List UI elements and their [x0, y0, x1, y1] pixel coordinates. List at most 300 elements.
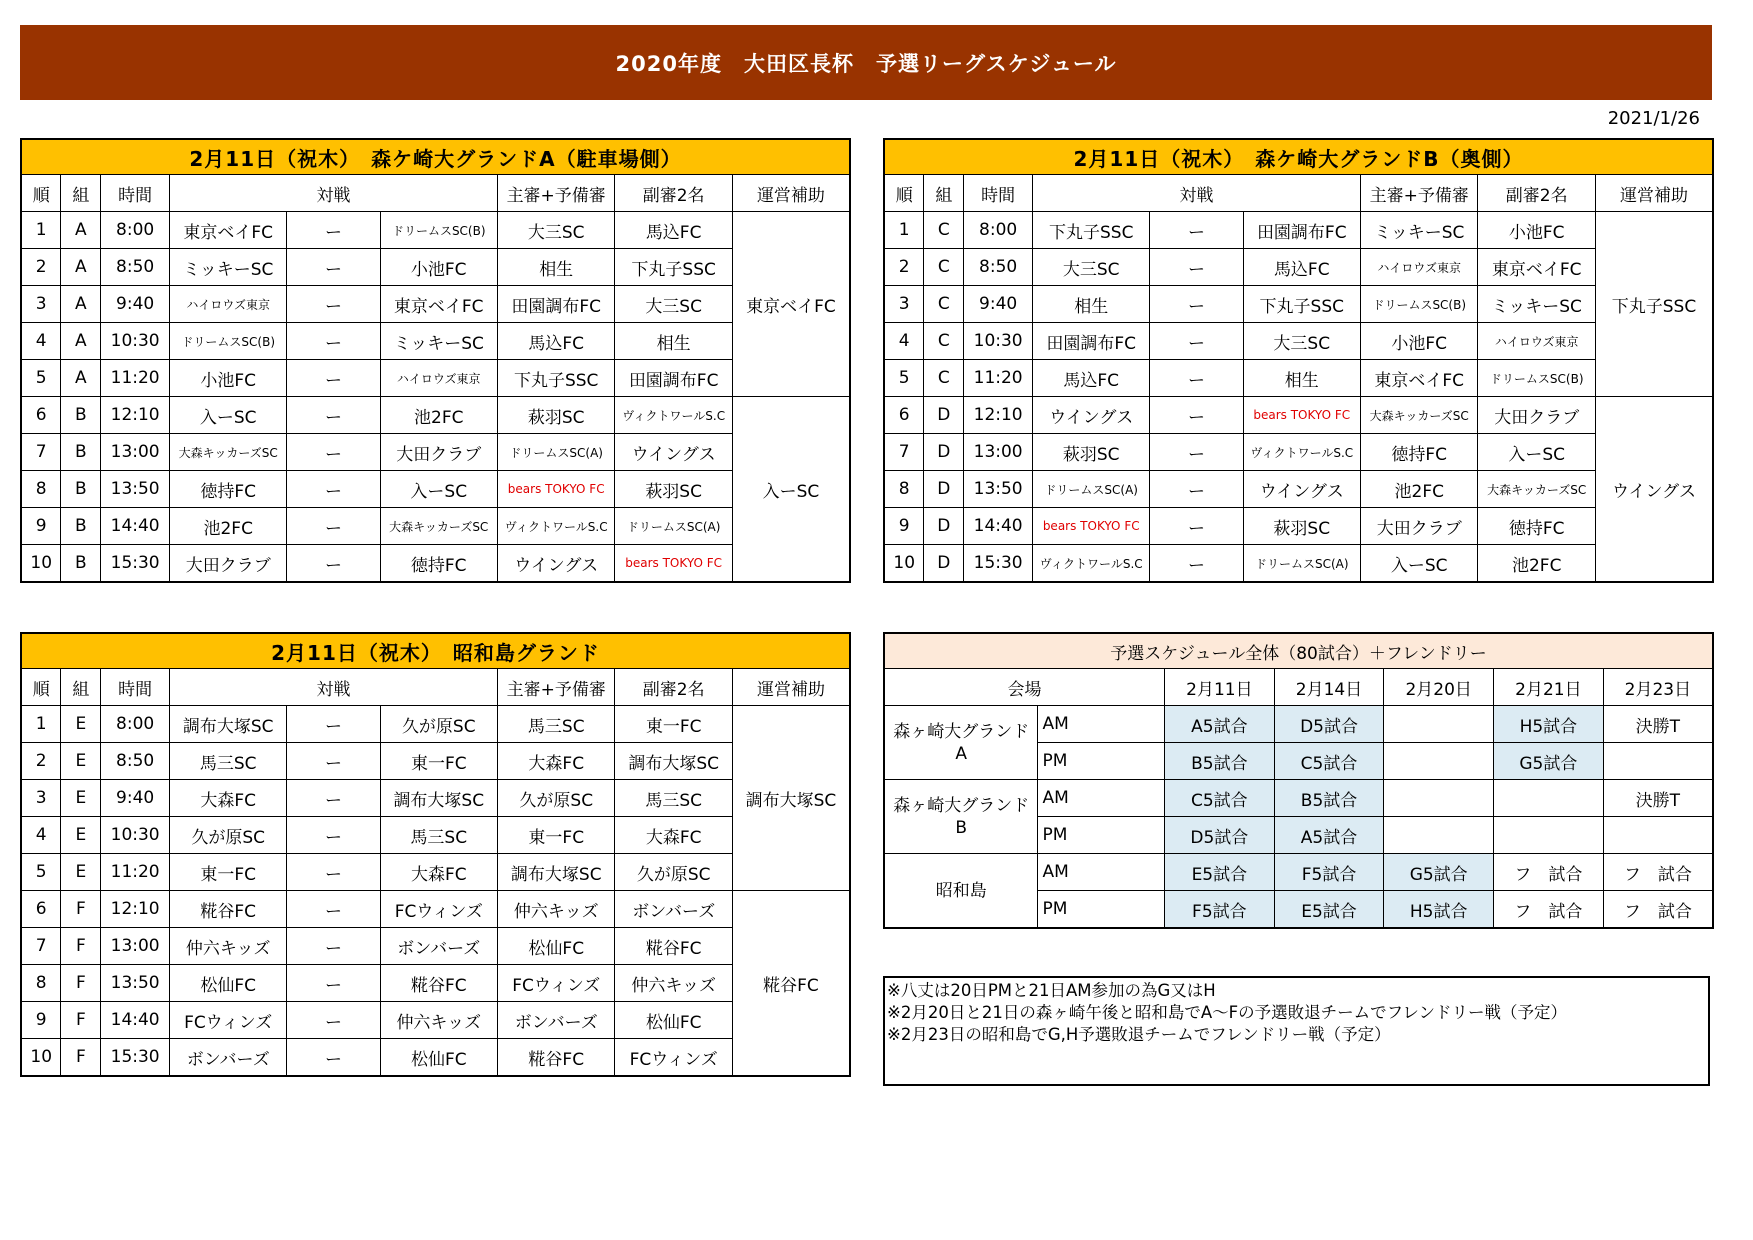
- cell-home-team: 馬込FC: [1032, 360, 1149, 397]
- cell-match-block: D5試合: [1274, 706, 1384, 743]
- cell-time: 8:00: [101, 212, 170, 249]
- cell-vs: ー: [1150, 545, 1243, 583]
- cell-group: C: [924, 286, 964, 323]
- cell-referee: 相生: [497, 249, 614, 286]
- cell-support-team: ウイングス: [1595, 397, 1713, 583]
- cell-time: 11:20: [101, 854, 170, 891]
- cell-home-team: 大森キッカーズSC: [169, 434, 286, 471]
- cell-match-block: フ 試合: [1603, 891, 1713, 929]
- cell-match-block: E5試合: [1165, 854, 1275, 891]
- overview-table: [883, 632, 1714, 929]
- page-title: 2020年度 大田区長杯 予選リーグスケジュール: [615, 51, 1117, 76]
- cell-vs: ー: [287, 706, 380, 743]
- cell-vs: ー: [1150, 323, 1243, 360]
- table-title: 2月11日（祝木） 森ケ崎大グランドB（奥側）: [884, 139, 1713, 175]
- table-row: [884, 323, 1713, 360]
- cell-support-team: 東京ベイFC: [732, 212, 850, 397]
- cell-referee: ハイロウズ東京: [1361, 249, 1478, 286]
- cell-venue: 昭和島: [884, 854, 1038, 929]
- cell-match-block: フ 試合: [1603, 854, 1713, 891]
- table-row: [884, 249, 1713, 286]
- table-row: [21, 323, 850, 360]
- cell-order: 10: [21, 1039, 61, 1077]
- cell-group: B: [61, 471, 101, 508]
- cell-match-block: A5試合: [1165, 706, 1275, 743]
- cell-vs: ー: [1150, 286, 1243, 323]
- cell-support-team: 調布大塚SC: [732, 706, 850, 891]
- cell-away-team: 大森キッカーズSC: [380, 508, 497, 545]
- table-row: [884, 434, 1713, 471]
- cell-assistants: 田園調布FC: [615, 360, 732, 397]
- cell-referee: 田園調布FC: [497, 286, 614, 323]
- cell-assistants: 馬三SC: [615, 780, 732, 817]
- cell-home-team: 東京ベイFC: [169, 212, 286, 249]
- cell-group: A: [61, 360, 101, 397]
- cell-assistants: 馬込FC: [615, 212, 732, 249]
- notes-box: [883, 976, 1710, 1086]
- cell-away-team: 松仙FC: [380, 1039, 497, 1077]
- cell-away-team: ヴィクトワールS.C: [1243, 434, 1360, 471]
- cell-time: 12:10: [101, 397, 170, 434]
- cell-vs: ー: [287, 817, 380, 854]
- cell-home-team: FCウィンズ: [169, 1002, 286, 1039]
- cell-time: 13:00: [964, 434, 1033, 471]
- cell-away-team: 東京ベイFC: [380, 286, 497, 323]
- cell-order: 7: [21, 434, 61, 471]
- cell-away-team: ボンバーズ: [380, 928, 497, 965]
- cell-assistants: ドリームスSC(A): [615, 508, 732, 545]
- cell-match-block: F5試合: [1274, 854, 1384, 891]
- header-match: 対戦: [169, 669, 497, 706]
- cell-assistants: 入ーSC: [1478, 434, 1595, 471]
- cell-away-team: 仲六キッズ: [380, 1002, 497, 1039]
- cell-away-team: 相生: [1243, 360, 1360, 397]
- cell-time: 8:00: [101, 706, 170, 743]
- cell-referee: bears TOKYO FC: [497, 471, 614, 508]
- cell-assistants: 久が原SC: [615, 854, 732, 891]
- cell-away-team: ドリームスSC(B): [380, 212, 497, 249]
- cell-support-team: 糀谷FC: [732, 891, 850, 1077]
- header-assistants: 副審2名: [1478, 175, 1595, 212]
- cell-assistants: ミッキーSC: [1478, 286, 1595, 323]
- cell-vs: ー: [1150, 360, 1243, 397]
- cell-referee: 松仙FC: [498, 928, 615, 965]
- cell-away-team: 下丸子SSC: [1243, 286, 1360, 323]
- cell-order: 2: [884, 249, 924, 286]
- header-date: 2月20日: [1384, 669, 1494, 706]
- table-row: [21, 360, 850, 397]
- cell-group: C: [924, 360, 964, 397]
- cell-assistants: 徳持FC: [1478, 508, 1595, 545]
- cell-away-team: 田園調布FC: [1243, 212, 1360, 249]
- cell-time: 11:20: [101, 360, 170, 397]
- cell-referee: 徳持FC: [1361, 434, 1478, 471]
- cell-venue: 森ヶ崎大グランド B: [884, 780, 1038, 854]
- cell-venue: 森ヶ崎大グランド A: [884, 706, 1038, 780]
- cell-vs: ー: [287, 249, 380, 286]
- cell-away-team: ミッキーSC: [380, 323, 497, 360]
- cell-home-team: 徳持FC: [169, 471, 286, 508]
- cell-time: 8:50: [964, 249, 1033, 286]
- cell-home-team: 久が原SC: [169, 817, 286, 854]
- cell-group: B: [61, 434, 101, 471]
- cell-group: F: [61, 965, 101, 1002]
- header-venue: 会場: [884, 669, 1165, 706]
- table-row: [884, 212, 1713, 249]
- table-row: [21, 545, 850, 583]
- cell-order: 6: [21, 397, 61, 434]
- cell-time: 15:30: [101, 1039, 170, 1077]
- cell-match-block: 決勝T: [1603, 706, 1713, 743]
- cell-match-block: フ 試合: [1494, 891, 1604, 929]
- overview-title: 予選スケジュール全体（80試合）＋フレンドリー: [884, 633, 1713, 669]
- cell-group: A: [61, 323, 101, 360]
- cell-home-team: 調布大塚SC: [169, 706, 286, 743]
- cell-home-team: 東一FC: [169, 854, 286, 891]
- schedule-table-ground-b: [883, 138, 1714, 583]
- header-match: 対戦: [169, 175, 497, 212]
- cell-away-team: ドリームスSC(A): [1243, 545, 1360, 583]
- cell-order: 3: [21, 286, 61, 323]
- cell-group: B: [61, 508, 101, 545]
- page-title-banner: [20, 25, 1712, 100]
- cell-order: 6: [21, 891, 61, 928]
- cell-assistants: 相生: [615, 323, 732, 360]
- cell-slot: PM: [1038, 743, 1165, 780]
- cell-group: A: [61, 212, 101, 249]
- table-row: [21, 1039, 850, 1077]
- cell-time: 13:50: [101, 471, 170, 508]
- header-match: 対戦: [1032, 175, 1360, 212]
- cell-assistants: 仲六キッズ: [615, 965, 732, 1002]
- header-date: 2月23日: [1603, 669, 1713, 706]
- cell-time: 14:40: [101, 1002, 170, 1039]
- cell-match-block: G5試合: [1494, 743, 1604, 780]
- cell-match-block: F5試合: [1165, 891, 1275, 929]
- cell-home-team: ボンバーズ: [169, 1039, 286, 1077]
- cell-order: 8: [21, 471, 61, 508]
- cell-match-block: 決勝T: [1603, 780, 1713, 817]
- cell-order: 3: [884, 286, 924, 323]
- cell-match-block: [1494, 780, 1604, 817]
- cell-group: E: [61, 706, 101, 743]
- cell-referee: 大田クラブ: [1361, 508, 1478, 545]
- cell-time: 13:00: [101, 928, 170, 965]
- cell-slot: PM: [1038, 891, 1165, 929]
- cell-vs: ー: [1150, 249, 1243, 286]
- cell-home-team: ウイングス: [1032, 397, 1149, 434]
- header-order: 順: [21, 175, 61, 212]
- header-group: 組: [61, 669, 101, 706]
- table-row: [21, 249, 850, 286]
- cell-order: 9: [21, 508, 61, 545]
- cell-away-team: 大田クラブ: [380, 434, 497, 471]
- cell-vs: ー: [287, 434, 380, 471]
- cell-referee: 大森キッカーズSC: [1361, 397, 1478, 434]
- cell-order: 9: [21, 1002, 61, 1039]
- table-title: 2月11日（祝木） 昭和島グランド: [21, 633, 850, 669]
- cell-time: 9:40: [101, 286, 170, 323]
- cell-home-team: 相生: [1032, 286, 1149, 323]
- cell-home-team: 入ーSC: [169, 397, 286, 434]
- table-row: [884, 508, 1713, 545]
- cell-time: 12:10: [101, 891, 170, 928]
- cell-group: D: [924, 471, 964, 508]
- cell-home-team: 大三SC: [1032, 249, 1149, 286]
- cell-match-block: フ 試合: [1494, 854, 1604, 891]
- cell-away-team: 徳持FC: [380, 545, 497, 583]
- cell-away-team: 馬込FC: [1243, 249, 1360, 286]
- cell-time: 8:50: [101, 249, 170, 286]
- cell-vs: ー: [287, 471, 380, 508]
- cell-group: D: [924, 397, 964, 434]
- header-order: 順: [884, 175, 924, 212]
- cell-group: B: [61, 397, 101, 434]
- cell-referee: 東一FC: [498, 817, 615, 854]
- cell-referee: 萩羽SC: [497, 397, 614, 434]
- cell-away-team: ウイングス: [1243, 471, 1360, 508]
- cell-home-team: ドリームスSC(A): [1032, 471, 1149, 508]
- cell-match-block: [1384, 817, 1494, 854]
- cell-away-team: 萩羽SC: [1243, 508, 1360, 545]
- cell-assistants: 松仙FC: [615, 1002, 732, 1039]
- cell-time: 15:30: [101, 545, 170, 583]
- cell-group: D: [924, 508, 964, 545]
- cell-referee: 小池FC: [1361, 323, 1478, 360]
- cell-time: 8:00: [964, 212, 1033, 249]
- cell-group: D: [924, 545, 964, 583]
- table-row: [21, 743, 850, 780]
- cell-away-team: 小池FC: [380, 249, 497, 286]
- schedule-table-ground-a: [20, 138, 851, 583]
- cell-group: A: [61, 249, 101, 286]
- cell-assistants: 大田クラブ: [1478, 397, 1595, 434]
- table-row: [21, 965, 850, 1002]
- cell-time: 12:10: [964, 397, 1033, 434]
- cell-time: 10:30: [101, 817, 170, 854]
- cell-order: 1: [21, 706, 61, 743]
- cell-vs: ー: [1150, 212, 1243, 249]
- cell-match-block: [1384, 706, 1494, 743]
- cell-time: 11:20: [964, 360, 1033, 397]
- cell-referee: ウイングス: [497, 545, 614, 583]
- table-row: [21, 854, 850, 891]
- cell-time: 13:00: [101, 434, 170, 471]
- cell-slot: AM: [1038, 854, 1165, 891]
- table-row: [884, 360, 1713, 397]
- cell-away-team: 調布大塚SC: [380, 780, 497, 817]
- cell-match-block: H5試合: [1494, 706, 1604, 743]
- cell-referee: 東京ベイFC: [1361, 360, 1478, 397]
- header-support: 運営補助: [732, 175, 850, 212]
- header-assistants: 副審2名: [615, 175, 732, 212]
- cell-order: 4: [884, 323, 924, 360]
- table-row: [21, 780, 850, 817]
- cell-home-team: 仲六キッズ: [169, 928, 286, 965]
- cell-time: 14:40: [101, 508, 170, 545]
- cell-time: 9:40: [964, 286, 1033, 323]
- cell-vs: ー: [287, 360, 380, 397]
- header-assistants: 副審2名: [615, 669, 732, 706]
- cell-order: 3: [21, 780, 61, 817]
- header-order: 順: [21, 669, 61, 706]
- cell-match-block: B5試合: [1165, 743, 1275, 780]
- cell-home-team: ハイロウズ東京: [169, 286, 286, 323]
- cell-order: 1: [884, 212, 924, 249]
- cell-home-team: 下丸子SSC: [1032, 212, 1149, 249]
- cell-group: E: [61, 817, 101, 854]
- cell-vs: ー: [287, 545, 380, 583]
- cell-vs: ー: [1150, 508, 1243, 545]
- cell-group: E: [61, 854, 101, 891]
- cell-assistants: 大三SC: [615, 286, 732, 323]
- cell-slot: AM: [1038, 706, 1165, 743]
- table-row: [21, 817, 850, 854]
- cell-time: 9:40: [101, 780, 170, 817]
- cell-vs: ー: [287, 965, 380, 1002]
- cell-away-team: bears TOKYO FC: [1243, 397, 1360, 434]
- cell-order: 1: [21, 212, 61, 249]
- header-time: 時間: [101, 669, 170, 706]
- header-referee: 主審+予備審: [1361, 175, 1478, 212]
- header-date: 2月11日: [1165, 669, 1275, 706]
- table-row: [21, 434, 850, 471]
- overview-row: [884, 706, 1713, 743]
- header-support: 運営補助: [732, 669, 850, 706]
- note-line: ※2月23日の昭和島でG,H予選敗退チームでフレンドリー戦（予定）: [887, 1025, 1391, 1044]
- cell-home-team: ドリームスSC(B): [169, 323, 286, 360]
- cell-referee: ボンバーズ: [498, 1002, 615, 1039]
- cell-group: B: [61, 545, 101, 583]
- cell-group: D: [924, 434, 964, 471]
- table-row: [884, 545, 1713, 583]
- table-title: 2月11日（祝木） 森ケ崎大グランドA（駐車場側）: [21, 139, 850, 175]
- cell-away-team: 馬三SC: [380, 817, 497, 854]
- cell-vs: ー: [287, 780, 380, 817]
- cell-time: 10:30: [101, 323, 170, 360]
- cell-assistants: 大森FC: [615, 817, 732, 854]
- cell-group: A: [61, 286, 101, 323]
- cell-assistants: 東一FC: [615, 706, 732, 743]
- cell-assistants: ヴィクトワールS.C: [615, 397, 732, 434]
- cell-group: F: [61, 928, 101, 965]
- cell-group: F: [61, 1039, 101, 1077]
- cell-referee: ヴィクトワールS.C: [497, 508, 614, 545]
- cell-away-team: FCウィンズ: [380, 891, 497, 928]
- cell-time: 15:30: [964, 545, 1033, 583]
- cell-assistants: 池2FC: [1478, 545, 1595, 583]
- header-group: 組: [61, 175, 101, 212]
- cell-order: 2: [21, 249, 61, 286]
- header-time: 時間: [964, 175, 1033, 212]
- cell-away-team: 大森FC: [380, 854, 497, 891]
- cell-order: 7: [21, 928, 61, 965]
- cell-home-team: 糀谷FC: [169, 891, 286, 928]
- cell-referee: 大森FC: [498, 743, 615, 780]
- cell-referee: ミッキーSC: [1361, 212, 1478, 249]
- cell-order: 10: [21, 545, 61, 583]
- cell-group: C: [924, 249, 964, 286]
- cell-time: 13:50: [964, 471, 1033, 508]
- cell-referee: 久が原SC: [498, 780, 615, 817]
- table-row: [21, 212, 850, 249]
- cell-order: 8: [884, 471, 924, 508]
- cell-vs: ー: [1150, 397, 1243, 434]
- cell-match-block: G5試合: [1384, 854, 1494, 891]
- cell-away-team: 糀谷FC: [380, 965, 497, 1002]
- cell-match-block: [1494, 817, 1604, 854]
- header-referee: 主審+予備審: [498, 669, 615, 706]
- cell-time: 8:50: [101, 743, 170, 780]
- cell-order: 4: [21, 817, 61, 854]
- cell-referee: ドリームスSC(B): [1361, 286, 1478, 323]
- header-date: 2月21日: [1494, 669, 1604, 706]
- cell-assistants: 下丸子SSC: [615, 249, 732, 286]
- cell-referee: 池2FC: [1361, 471, 1478, 508]
- cell-vs: ー: [287, 212, 380, 249]
- cell-time: 13:50: [101, 965, 170, 1002]
- cell-vs: ー: [287, 1039, 380, 1077]
- table-row: [884, 397, 1713, 434]
- table-row: [21, 891, 850, 928]
- cell-assistants: bears TOKYO FC: [615, 545, 732, 583]
- header-group: 組: [924, 175, 964, 212]
- cell-vs: ー: [287, 854, 380, 891]
- cell-assistants: ウイングス: [615, 434, 732, 471]
- cell-vs: ー: [287, 928, 380, 965]
- cell-order: 10: [884, 545, 924, 583]
- cell-vs: ー: [1150, 434, 1243, 471]
- cell-match-block: [1384, 743, 1494, 780]
- cell-home-team: 松仙FC: [169, 965, 286, 1002]
- cell-group: E: [61, 780, 101, 817]
- table-row: [21, 1002, 850, 1039]
- cell-home-team: 大森FC: [169, 780, 286, 817]
- cell-home-team: ミッキーSC: [169, 249, 286, 286]
- cell-match-block: [1603, 817, 1713, 854]
- table-row: [21, 928, 850, 965]
- note-line: ※2月20日と21日の森ヶ崎午後と昭和島でA～Fの予選敗退チームでフレンドリー戦（予定）: [887, 1003, 1568, 1022]
- cell-match-block: E5試合: [1274, 891, 1384, 929]
- cell-order: 5: [884, 360, 924, 397]
- cell-match-block: H5試合: [1384, 891, 1494, 929]
- cell-assistants: 大森キッカーズSC: [1478, 471, 1595, 508]
- cell-assistants: 東京ベイFC: [1478, 249, 1595, 286]
- cell-referee: FCウィンズ: [498, 965, 615, 1002]
- cell-time: 14:40: [964, 508, 1033, 545]
- cell-home-team: 萩羽SC: [1032, 434, 1149, 471]
- cell-home-team: ヴィクトワールS.C: [1032, 545, 1149, 583]
- cell-referee: 大三SC: [497, 212, 614, 249]
- cell-home-team: 小池FC: [169, 360, 286, 397]
- cell-referee: 馬込FC: [497, 323, 614, 360]
- cell-match-block: C5試合: [1274, 743, 1384, 780]
- cell-assistants: ドリームスSC(B): [1478, 360, 1595, 397]
- cell-referee: 糀谷FC: [498, 1039, 615, 1077]
- header-support: 運営補助: [1595, 175, 1713, 212]
- cell-assistants: 萩羽SC: [615, 471, 732, 508]
- cell-assistants: ボンバーズ: [615, 891, 732, 928]
- schedule-table-showajima: [20, 632, 851, 1077]
- table-row: [21, 508, 850, 545]
- cell-order: 9: [884, 508, 924, 545]
- cell-vs: ー: [1150, 471, 1243, 508]
- header-date: 2月14日: [1274, 669, 1384, 706]
- header-referee: 主審+予備審: [497, 175, 614, 212]
- cell-home-team: 馬三SC: [169, 743, 286, 780]
- cell-match-block: A5試合: [1274, 817, 1384, 854]
- cell-order: 7: [884, 434, 924, 471]
